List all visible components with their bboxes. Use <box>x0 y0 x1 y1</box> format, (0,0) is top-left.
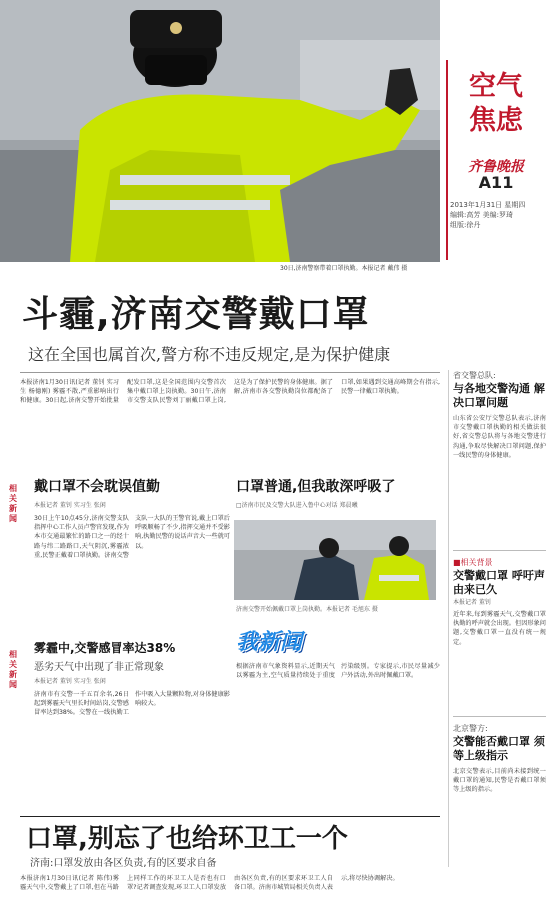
section-title <box>448 70 544 138</box>
page-number: A11 <box>478 173 514 192</box>
bottom-body: 本报济南1月30日讯(记者 陈伟)雾霾天气中,交警戴上了口罩,但在马路上同样工作的环卫工人是否也有口罩?记者调查发现,环卫工人口罩发放由各区负责,有的区要求环卫工人自备口罩。济南市城管局相关负责人表示,将尽快协调解决。 <box>20 875 399 892</box>
story2-byline: 本报记者 董钊 实习生 张闲 <box>34 502 106 509</box>
story4-byline: 本报记者 董钊 实习生 张闲 <box>34 678 106 685</box>
sidebar-kicker-3: 北京警方: <box>453 724 488 733</box>
sidebar-divider <box>453 550 546 551</box>
photo-caption: 30日,济南警察带着口罩执勤。本报记者 戴伟 摄 <box>280 265 408 272</box>
traffic-police-photo <box>0 0 440 262</box>
story2-body: 30日上午10点45分,济南交警支队指挥中心工作人员卢警官发现,作为本市交通最繁忙的路口之一的经十路与纬二路路口,天气阴沉,雾霾浓重,民警正戴着口罩执勤。济南交警支队一大队的王警官说,戴上口罩后呼吸顺畅了不少,指挥交通并不受影响,执勤民警的说话声音大一些就可以。 <box>34 515 230 559</box>
story4-headline: 雾霾中,交警感冒率达38% <box>34 641 176 655</box>
sidebar-byline-2: 本报记者 董钊 <box>453 599 491 606</box>
sidebar-headline-1: 与各地交警沟通 解决口罩问题 <box>453 382 545 409</box>
story3-byline: □济南市民及交警大队进入鲁中心对话 郑晨曦 <box>236 502 358 509</box>
news-logo: 我新闻 <box>236 630 303 655</box>
section-title-line2: 焦虑 <box>469 105 523 136</box>
sidebar-body-2: 近年来,每到雾霾天气,交警戴口罩执勤的呼声就会出现。但因形象问题,交警戴口罩一直没有统一规定。 <box>453 611 546 646</box>
police-mask-photo <box>234 520 436 600</box>
page-meta <box>450 200 546 230</box>
sidebar <box>448 370 546 867</box>
sidebar-headline-3: 交警能否戴口罩 须等上级指示 <box>453 735 545 762</box>
story2-headline: 戴口罩不会耽误值勤 <box>34 479 160 495</box>
story3-headline: 口罩普通,但我敢深呼吸了 <box>236 479 396 495</box>
section-title-line1: 空气 <box>469 71 523 102</box>
story5-body: 根据济南市气象资料显示,近期天气以雾霾为主,空气质量持续处于重度污染级别。专家提示,市民尽量减少户外活动,外出时佩戴口罩。 <box>236 663 440 680</box>
divider <box>20 372 440 373</box>
police-photo-2 <box>234 520 436 600</box>
story4-subhead: 恶劣天气中出现了非正常现象 <box>34 662 164 673</box>
sidebar-kicker-1: 省交警总队: <box>453 371 496 380</box>
photo2-caption: 济南交警开始佩戴口罩上岗执勤。本报记者 毛旭东 摄 <box>236 606 378 613</box>
side-label-2: 相关新闻 <box>9 650 17 689</box>
sidebar-divider <box>453 716 546 717</box>
page-date: 2013年1月31日 星期四 <box>450 201 526 209</box>
side-label-1: 相关新闻 <box>9 484 17 523</box>
divider <box>20 816 440 817</box>
page-editors: 编辑:高芳 美编:罗琦 <box>450 211 513 219</box>
sidebar-body-3: 北京交警表示,目前尚未接到统一戴口罩的通知,民警是否戴口罩须等上级的指示。 <box>453 768 546 794</box>
sidebar-body-1: 山东省公安厅交警总队表示,济南市交警戴口罩执勤的相关做法很好,省交警总队将与各地交警进行沟通,争取尽快解决口罩问题,保护一线民警的身体健康。 <box>453 415 546 459</box>
story4-body: 济南市有交警一千五百余名,26日起到雾霾天气里长时间站岗,交警感冒率达到38%。交警在一线执勤工作中吸入大量颗粒物,对身体健康影响较大。 <box>34 691 230 717</box>
lead-headline: 斗霾,济南交警戴口罩 <box>22 294 370 335</box>
lead-body: 本报济南1月30日讯(记者 董钊 实习生 杨德刚) 雾霾不散,严重影响出行和健康。30日起,济南交警开始批量配发口罩,这是全国范围内交警首次集中戴口罩上岗执勤。30日午,济南市交警支队民警刘丁丽戴口罩上岗,这是为了保护民警的身体健康。据了解,济南市各交警执勤岗位都配备了口罩,如果遇到交通高峰期会有指示,民警一律戴口罩执勤。 <box>20 379 440 405</box>
page-layout: 组版:徐丹 <box>450 221 481 229</box>
lead-subhead: 这在全国也属首次,警方称不违反规定,是为保护健康 <box>28 345 391 364</box>
bottom-subhead: 济南:口罩发放由各区负责,有的区要求自备 <box>30 858 217 869</box>
newspaper-brand: 齐鲁晚报 <box>468 159 524 175</box>
lead-photo <box>0 0 440 262</box>
sidebar-kicker-2: ■相关背景 <box>453 558 493 567</box>
sidebar-headline-2: 交警戴口罩 呼吁声由来已久 <box>453 569 545 596</box>
bottom-headline: 口罩,别忘了也给环卫工一个 <box>26 824 348 854</box>
